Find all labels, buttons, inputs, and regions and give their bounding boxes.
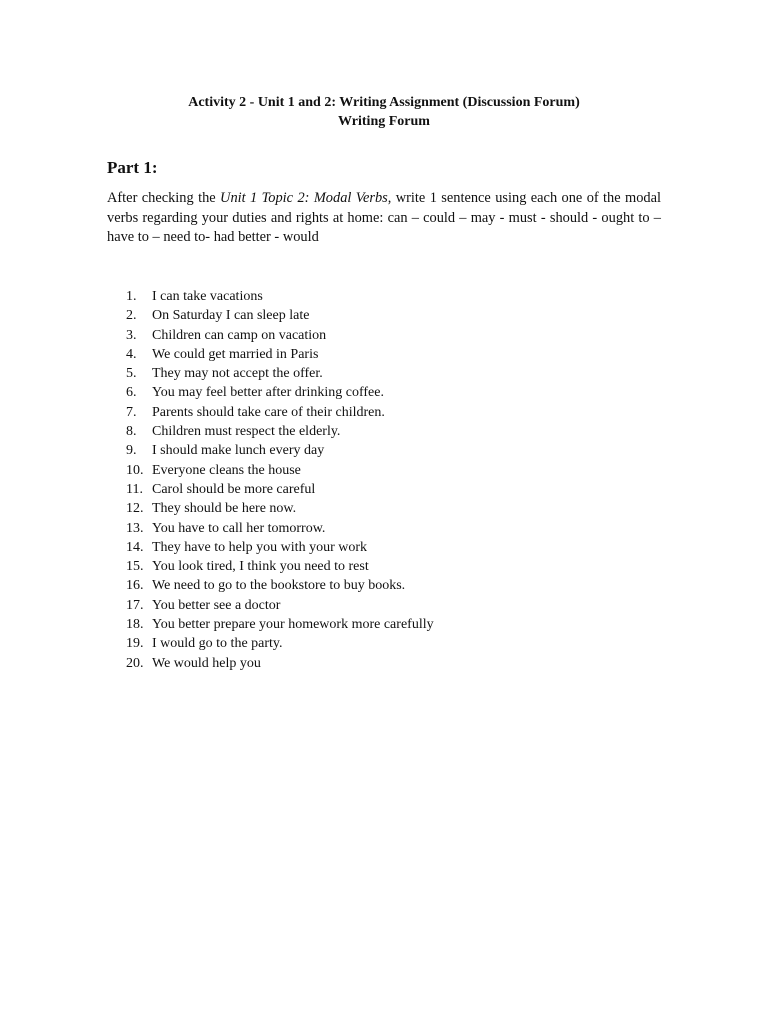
instructions-paragraph [107,189,661,248]
instructions-intro: After checking the [107,190,221,206]
answer-number: 1. [126,289,137,304]
answer-number: 8. [126,424,137,440]
answer-list-item [126,306,434,325]
answer-sentence: They should be here now. [152,501,297,517]
answer-list-item [126,287,434,306]
answer-list-item [126,634,434,653]
answer-sentence: Children must respect the elderly. [152,424,341,440]
answer-list-item [126,403,434,422]
answer-sentence: Parents should take care of their children. [152,404,385,420]
title-line-forum: Writing Forum [338,114,430,129]
answer-sentence: I should make lunch every day [152,443,325,459]
answer-list-item [126,654,434,673]
answer-list-item [126,326,434,345]
answer-number: 16. [126,578,144,594]
title-line-activity: Activity 2 - Unit 1 and 2: Writing Assignment (Discussion Forum) [188,95,580,110]
answer-list-item [126,383,434,402]
answer-number: 12. [126,501,144,517]
answer-sentence: Children can camp on vacation [152,327,327,343]
answer-list-item [126,615,434,634]
answer-sentence: You have to call her tomorrow. [152,520,326,536]
answer-number: 7. [126,404,137,420]
answer-sentence: On Saturday I can sleep late [152,308,310,324]
answer-number: 4. [126,346,137,362]
part-heading: Part 1: [107,158,158,177]
answer-list-item [126,576,434,595]
answer-number: 2. [126,308,137,324]
answer-number: 14. [126,539,144,555]
answer-sentence: I would go to the party. [152,636,283,652]
answer-number: 17. [126,597,144,613]
answer-list-item [126,345,434,364]
answer-list-item [126,480,434,499]
answer-number: 5. [126,366,137,382]
answer-list-item [126,596,434,615]
answer-sentence: We could get married in Paris [152,346,319,362]
answer-number: 18. [126,617,144,633]
answer-number: 6. [126,385,137,401]
answer-list-item [126,422,434,441]
answer-number: 3. [126,327,137,343]
answer-list-item [126,461,434,480]
document-title [0,93,768,131]
answer-list [126,287,434,673]
answer-list-item [126,364,434,383]
answer-list-item [126,538,434,557]
answer-sentence: I can take vacations [152,289,263,304]
answer-number: 19. [126,636,144,652]
answer-sentence: We would help you [152,655,261,671]
instructions-body: , write 1 sentence using each one of the modal verbs regarding your duties and rights at home: can – could – may - must - should - ought to – have to – need to- had better - would [107,190,661,245]
answer-number: 10. [126,462,144,478]
answer-number: 15. [126,559,144,575]
answer-list-item [126,519,434,538]
answer-sentence: They have to help you with your work [152,539,368,555]
instructions-topic-reference: Unit 1 Topic 2: Modal Verbs [220,190,388,206]
answer-number: 20. [126,655,144,671]
answer-sentence: They may not accept the offer. [152,366,323,382]
answer-list-item [126,441,434,460]
answer-number: 11. [126,481,143,497]
answer-sentence: You better see a doctor [152,597,281,613]
answer-sentence: You look tired, I think you need to rest [152,559,369,575]
answer-list-item [126,499,434,518]
answer-sentence: Carol should be more careful [152,481,316,497]
answer-list-item [126,557,434,576]
answer-sentence: Everyone cleans the house [152,462,301,478]
answer-number: 13. [126,520,144,536]
answer-sentence: You may feel better after drinking coffee. [152,385,384,401]
answer-number: 9. [126,443,137,459]
answer-sentence: We need to go to the bookstore to buy books. [152,578,406,594]
answer-sentence: You better prepare your homework more carefully [152,617,434,633]
